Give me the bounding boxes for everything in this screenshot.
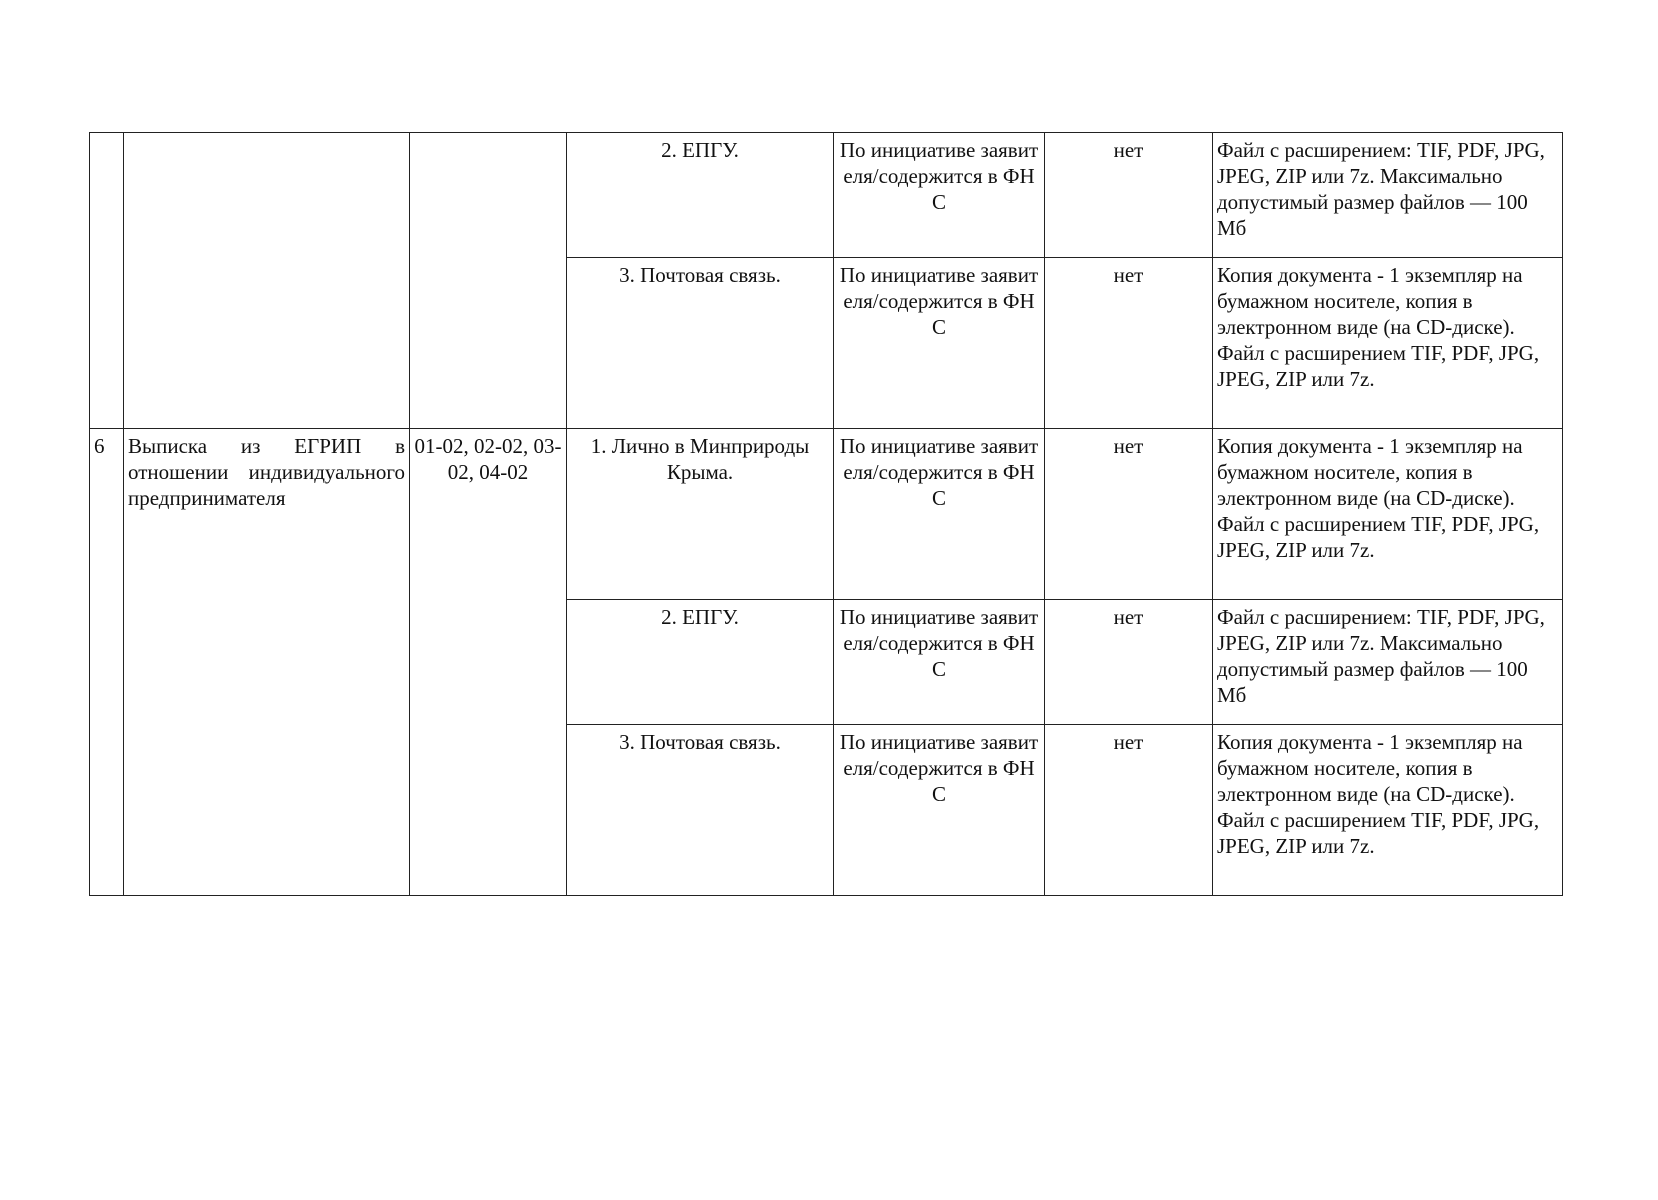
submission-way-cell: 1. Лично в Минприроды Крыма. bbox=[567, 429, 834, 600]
requirements-cell: Файл с расширением: TIF, PDF, JPG, JPEG, ZIP или 7z. Максимально допустимый размер файлов — 100 Мб bbox=[1213, 600, 1563, 725]
payment-cell: нет bbox=[1045, 725, 1213, 896]
row-number-cell: 6 bbox=[90, 429, 124, 896]
requirements-cell: Копия документа - 1 экземпляр на бумажном носителе, копия в электронном виде (на CD-диске). Файл с расширением TIF, PDF, JPG, JPEG, ZIP или 7z. bbox=[1213, 258, 1563, 429]
initiative-cell: По инициативе заявителя/содержится в ФНС bbox=[834, 133, 1045, 258]
table-row bbox=[90, 429, 1563, 600]
document-name-cell: Выписка из ЕГРИП в отношении индивидуального предпринимателя bbox=[124, 429, 410, 896]
requirements-cell: Файл с расширением: TIF, PDF, JPG, JPEG, ZIP или 7z. Максимально допустимый размер файлов — 100 Мб bbox=[1213, 133, 1563, 258]
codes-cell bbox=[410, 133, 567, 429]
table-row bbox=[90, 133, 1563, 258]
initiative-cell: По инициативе заявителя/содержится в ФНС bbox=[834, 429, 1045, 600]
payment-cell: нет bbox=[1045, 600, 1213, 725]
row-number-cell bbox=[90, 133, 124, 429]
submission-way-cell: 2. ЕПГУ. bbox=[567, 133, 834, 258]
requirements-cell: Копия документа - 1 экземпляр на бумажном носителе, копия в электронном виде (на CD-диске). Файл с расширением TIF, PDF, JPG, JPEG, ZIP или 7z. bbox=[1213, 429, 1563, 600]
submission-way-cell: 2. ЕПГУ. bbox=[567, 600, 834, 725]
submission-way-cell: 3. Почтовая связь. bbox=[567, 725, 834, 896]
payment-cell: нет bbox=[1045, 258, 1213, 429]
initiative-cell: По инициативе заявителя/содержится в ФНС bbox=[834, 600, 1045, 725]
requirements-cell: Копия документа - 1 экземпляр на бумажном носителе, копия в электронном виде (на CD-диске). Файл с расширением TIF, PDF, JPG, JPEG, ZIP или 7z. bbox=[1213, 725, 1563, 896]
initiative-cell: По инициативе заявителя/содержится в ФНС bbox=[834, 725, 1045, 896]
documents-table bbox=[89, 132, 1563, 896]
payment-cell: нет bbox=[1045, 133, 1213, 258]
codes-cell: 01-02, 02-02, 03-02, 04-02 bbox=[410, 429, 567, 896]
document-name-cell bbox=[124, 133, 410, 429]
submission-way-cell: 3. Почтовая связь. bbox=[567, 258, 834, 429]
initiative-cell: По инициативе заявителя/содержится в ФНС bbox=[834, 258, 1045, 429]
payment-cell: нет bbox=[1045, 429, 1213, 600]
